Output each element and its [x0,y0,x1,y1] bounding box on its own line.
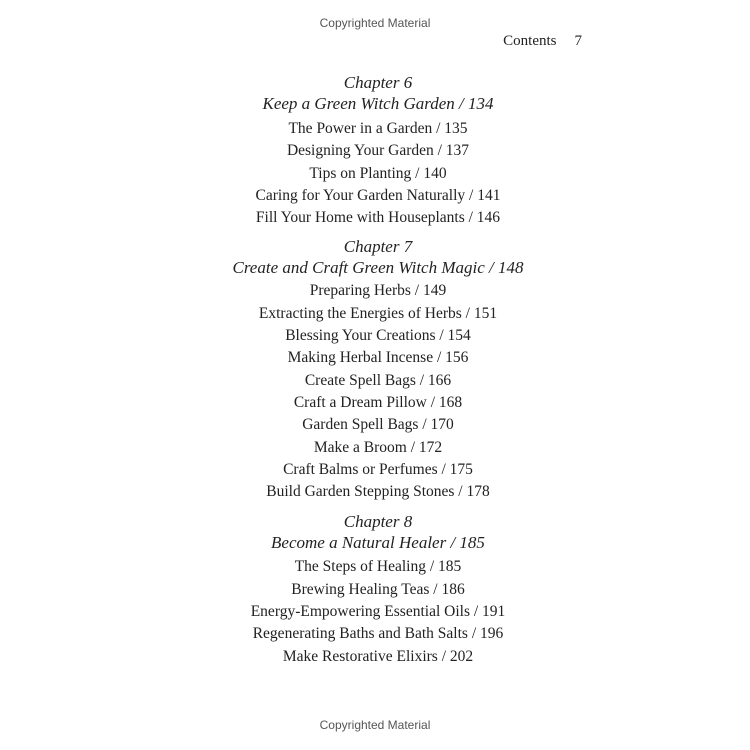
toc-entry: Make a Broom / 172 [313,438,443,456]
copyright-watermark-top: Copyrighted Material [319,16,431,30]
chapter-title: Keep a Green Witch Garden / 134 [262,94,494,113]
toc-entry: The Steps of Healing / 185 [294,558,462,576]
toc-entry: Brewing Healing Teas / 186 [291,580,465,598]
copyright-watermark-bottom: Copyrighted Material [319,718,431,732]
page-number: 7 [574,33,582,49]
chapter-entries [0,280,750,503]
chapter-title: Become a Natural Healer / 185 [271,533,485,553]
toc-entry: Garden Spell Bags / 170 [302,416,454,434]
toc-entry: Make Restorative Elixirs / 202 [282,647,474,665]
running-header-section: Contents [503,33,557,49]
running-header [503,33,582,50]
toc-entry: Tips on Planting / 140 [309,164,447,182]
toc-entry: Designing Your Garden / 137 [286,142,470,160]
toc-entry: Caring for Your Garden Naturally / 141 [255,186,501,204]
chapter-title: Create and Craft Green Witch Magic / 148 [232,258,524,278]
chapter-8-section [0,511,750,667]
chapter-6-section [0,72,750,229]
toc-entry: Making Herbal Incense / 156 [287,349,469,367]
toc-entry: Fill Your Home with Houseplants / 146 [255,209,501,227]
toc-entry: Extracting the Energies of Herbs / 151 [258,304,498,322]
toc-entry: Preparing Herbs / 149 [309,282,447,300]
toc-entry: Blessing Your Creations / 154 [285,327,471,345]
chapter-entries [0,556,750,667]
toc-entry: Craft Balms or Perfumes / 175 [283,460,473,478]
toc-entry: Regenerating Baths and Bath Salts / 196 [252,625,504,643]
table-of-contents [0,72,750,668]
toc-entry: The Power in a Garden / 135 [288,120,468,137]
toc-entry: Craft a Dream Pillow / 168 [293,393,463,411]
toc-entry: Build Garden Stepping Stones / 178 [266,483,490,501]
chapter-entries [0,118,750,229]
toc-entry: Create Spell Bags / 166 [304,371,452,389]
chapter-label: Chapter 7 [343,237,413,257]
chapter-label: Chapter 6 [343,73,413,92]
chapter-7-section [0,236,750,503]
toc-entry: Energy-Empowering Essential Oils / 191 [250,603,506,621]
chapter-label: Chapter 8 [343,512,413,532]
